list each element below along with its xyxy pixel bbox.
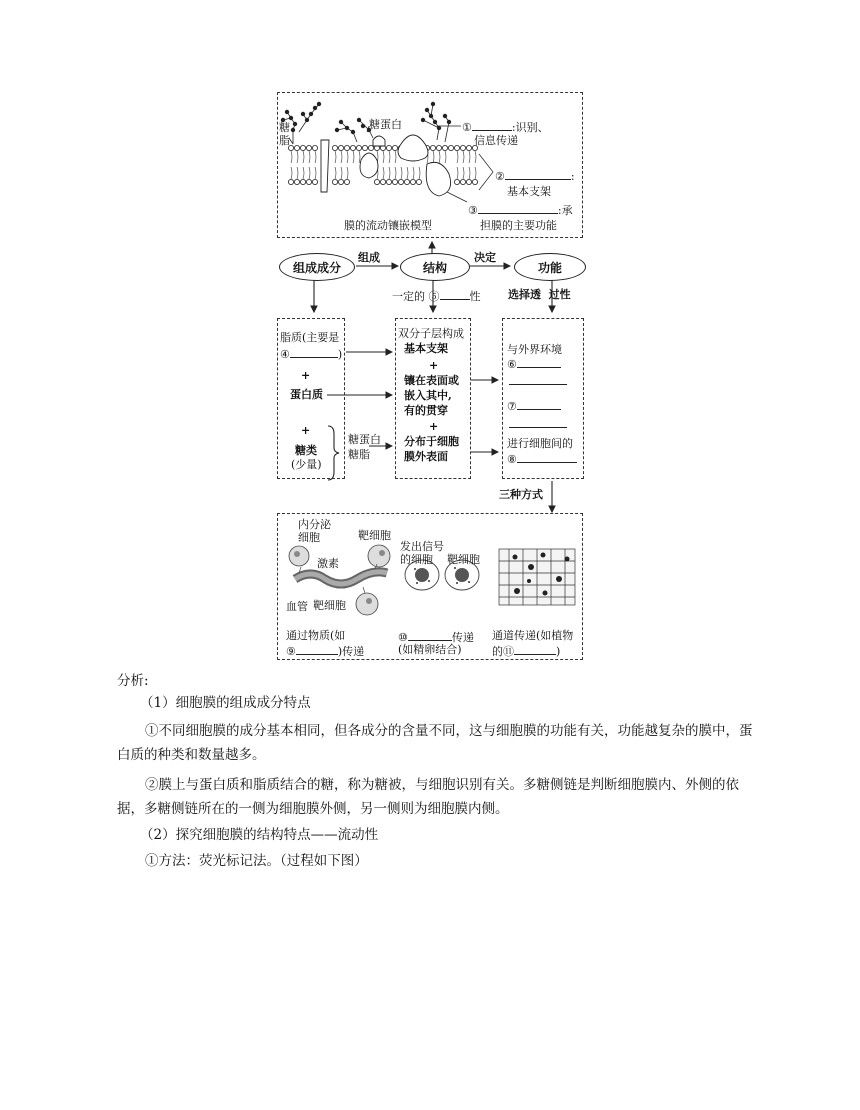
note-3-suffix: :承 xyxy=(557,204,573,217)
target-cell-label-3: 靶细胞 xyxy=(447,553,480,566)
lipid-number: ④ xyxy=(280,348,290,361)
structure-property-number: ⑤ xyxy=(428,290,440,303)
caption-3-suffix: ) xyxy=(556,645,561,658)
right-num8 xyxy=(507,451,577,467)
middle-line3: 镶在表面或 xyxy=(404,374,459,387)
caption-2-suffix: 传递 xyxy=(451,631,474,644)
arrow-label-compose: 组成 xyxy=(358,251,380,264)
caption-3-line2 xyxy=(492,643,560,659)
endocrine-cell-label-2: 细胞 xyxy=(298,531,320,544)
paragraph-2-line2: 据，多糖侧链所在的一侧为细胞膜外侧，另一侧则为细胞膜内侧。 xyxy=(117,801,509,817)
oval-function: 功能 xyxy=(514,253,586,281)
signal-cell-label-2: 的细胞 xyxy=(400,553,433,566)
middle-plus-2: + xyxy=(429,420,439,433)
middle-line1: 双分子层构成 xyxy=(398,327,464,340)
middle-line4: 嵌入其中, xyxy=(404,389,452,402)
function-property: 选择透 过性 xyxy=(508,288,571,301)
plus-1: + xyxy=(301,369,311,382)
note-1-number: ① xyxy=(462,121,472,134)
lipid-line1: 脂质(主要是 xyxy=(280,331,340,344)
caption-1-suffix: )传递 xyxy=(337,645,365,658)
arrow-label-decide: 决定 xyxy=(474,251,496,264)
num-8: ⑧ xyxy=(507,453,517,466)
caption-1-blank xyxy=(296,643,338,655)
paragraph-1-line2: 白质的种类和数量越多。 xyxy=(117,747,266,763)
glyco-label-2: 糖脂 xyxy=(348,448,370,461)
structure-property-suffix: 性 xyxy=(469,290,481,303)
middle-line2: 基本支架 xyxy=(404,342,448,355)
middle-line7: 膜外表面 xyxy=(404,450,448,463)
blank-7b xyxy=(509,427,567,428)
caption-1-number: ⑨ xyxy=(286,645,296,658)
paragraph-2-line1: ②膜上与蛋白质和脂质结合的糖，称为糖被，与细胞识别有关。多糖侧链是判断细胞膜内、外侧的依 xyxy=(145,777,739,793)
blank-6b xyxy=(509,384,567,385)
structure-property xyxy=(392,288,481,304)
membrane-note-2-line2: 基本支架 xyxy=(507,185,551,198)
membrane-note-3-line2: 担膜的主要功能 xyxy=(480,219,557,232)
oval-structure: 结构 xyxy=(400,253,470,281)
protein-label: 蛋白质 xyxy=(290,388,323,401)
caption-2-number: ⑩ xyxy=(398,631,408,644)
analysis-label: 分析: xyxy=(117,673,149,689)
num-6: ⑥ xyxy=(507,358,517,371)
structure-property-prefix: 一定的 xyxy=(392,290,425,303)
heading-1: （1）细胞膜的组成成分特点 xyxy=(140,695,311,711)
hormone-label: 激素 xyxy=(317,557,339,570)
membrane-note-1-line2: 信息传递 xyxy=(474,134,518,147)
target-cell-label-2: 靶细胞 xyxy=(313,599,346,612)
caption-3-line1: 通道传递(如植物 xyxy=(492,629,574,642)
glyco-label-1: 糖蛋白 xyxy=(348,433,381,446)
membrane-caption: 膜的流动镶嵌模型 xyxy=(344,219,432,232)
middle-line5: 有的贯穿 xyxy=(404,404,448,417)
oval-composition: 组成成分 xyxy=(279,253,355,281)
caption-3-blank xyxy=(514,643,556,655)
vessel-label: 血管 xyxy=(286,600,308,613)
heading-2: （2）探究细胞膜的结构特点——流动性 xyxy=(140,827,379,843)
target-cell-label-1: 靶细胞 xyxy=(358,529,391,542)
right-num7 xyxy=(507,398,561,414)
label-glycoprotein: 糖蛋白 xyxy=(369,118,402,131)
signal-cell-label-1: 发出信号 xyxy=(400,540,444,553)
structure-property-blank xyxy=(440,288,470,300)
num-7: ⑦ xyxy=(507,400,517,413)
paragraph-3: ①方法：荧光标记法。（过程如下图） xyxy=(145,853,368,869)
membrane-note-2: ② : xyxy=(495,170,575,183)
three-ways-label: 三种方式 xyxy=(499,488,543,501)
sugar-label: 糖类 xyxy=(295,444,317,457)
note-2-number: ② xyxy=(495,170,505,183)
middle-line6: 分布于细胞 xyxy=(404,435,459,448)
right-line1: 与外界环境 xyxy=(507,343,562,356)
middle-plus-1: + xyxy=(429,359,439,372)
caption-3-prefix: 的⑪ xyxy=(492,645,514,658)
lipid-line2: ④ ) xyxy=(280,348,343,361)
endocrine-cell-label: 内分泌 xyxy=(298,518,331,531)
note-1-suffix: :识别、 xyxy=(511,121,549,134)
blank-6a xyxy=(517,356,561,368)
right-cell-line: 进行细胞间的 xyxy=(507,437,573,450)
right-num6 xyxy=(507,356,561,372)
caption-2-blank xyxy=(408,629,452,641)
caption-2-line2: (如精卵结合) xyxy=(398,643,462,656)
lipid-blank xyxy=(290,346,338,358)
caption-1-line2 xyxy=(286,643,364,659)
caption-1-line1: 通过物质(如 xyxy=(286,629,346,642)
plus-2: + xyxy=(301,424,311,437)
blank-7a xyxy=(517,398,561,410)
sugar-note: (少量) xyxy=(291,458,322,471)
note-3-number: ③ xyxy=(468,204,478,217)
blank-8 xyxy=(517,451,577,463)
label-glycolipid: 糖脂 xyxy=(279,121,290,147)
paragraph-1-line1: ①不同细胞膜的成分基本相同，但各成分的含量不同，这与细胞膜的功能有关，功能越复杂的膜中，蛋 xyxy=(145,723,753,739)
